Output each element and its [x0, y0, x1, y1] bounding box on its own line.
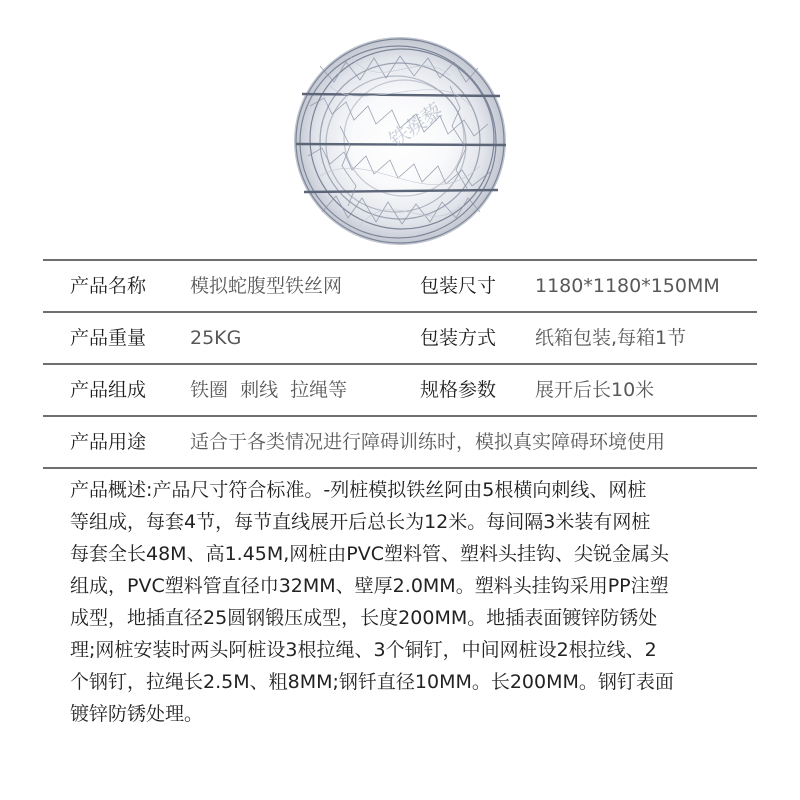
spec-row-composition — [43, 363, 757, 415]
wire-coil-illustration — [280, 26, 520, 256]
description-line: 个钢钉，拉绳长2.5M、粗8MM;钢钎直径10MM。长200MM。钢钉表面 — [70, 671, 674, 693]
description-line: 镀锌防锈处理。 — [70, 703, 204, 725]
product-description — [70, 474, 760, 730]
spec-row-usage — [43, 415, 757, 469]
spec-value: 展开后长10米 — [535, 379, 655, 401]
product-image — [280, 26, 520, 256]
spec-label: 产品组成 — [70, 379, 147, 401]
spec-value: 铁圈 刺线 拉绳等 — [190, 379, 348, 401]
spec-row-weight — [43, 311, 757, 363]
spec-value: 1180*1180*150MM — [535, 275, 720, 297]
spec-value: 纸箱包装,每箱1节 — [535, 327, 687, 349]
spec-table — [43, 259, 757, 469]
spec-label: 包装方式 — [420, 327, 497, 349]
spec-label: 规格参数 — [420, 379, 497, 401]
spec-row-name — [43, 259, 757, 311]
description-line: 成型，地插直径25圆钢锻压成型，长度200MM。地插表面镀锌防锈处 — [70, 607, 658, 629]
description-line: 理;网桩安装时两头阿桩设3根拉绳、3个铜钉，中间网桩设2根拉线、2 — [70, 639, 657, 661]
spec-label: 包装尺寸 — [420, 275, 497, 297]
spec-value: 适合于各类情况进行障碍训练时，模拟真实障碍环境使用 — [190, 431, 666, 453]
description-line: 等组成，每套4节，每节直线展开后总长为12米。每间隔3米装有网桩 — [70, 511, 651, 533]
spec-label: 产品用途 — [70, 431, 147, 453]
spec-value: 25KG — [190, 327, 242, 349]
spec-value: 模拟蛇腹型铁丝网 — [190, 275, 343, 297]
description-line: 组成，PVC塑料管直径巾32MM、壁厚2.0MM。塑料头挂钩采用PP注塑 — [70, 575, 669, 597]
description-line: 产品概述:产品尺寸符合标准。-列桩模拟铁丝阿由5根横向刺线、网桩 — [70, 479, 647, 501]
watermark-text: 铁蒺藜 — [384, 98, 448, 153]
spec-label: 产品名称 — [70, 275, 147, 297]
description-line: 每套全长48M、高1.45M,网桩由PVC塑料管、塑料头挂钩、尖锐金属头 — [70, 543, 670, 565]
spec-label: 产品重量 — [70, 327, 147, 349]
